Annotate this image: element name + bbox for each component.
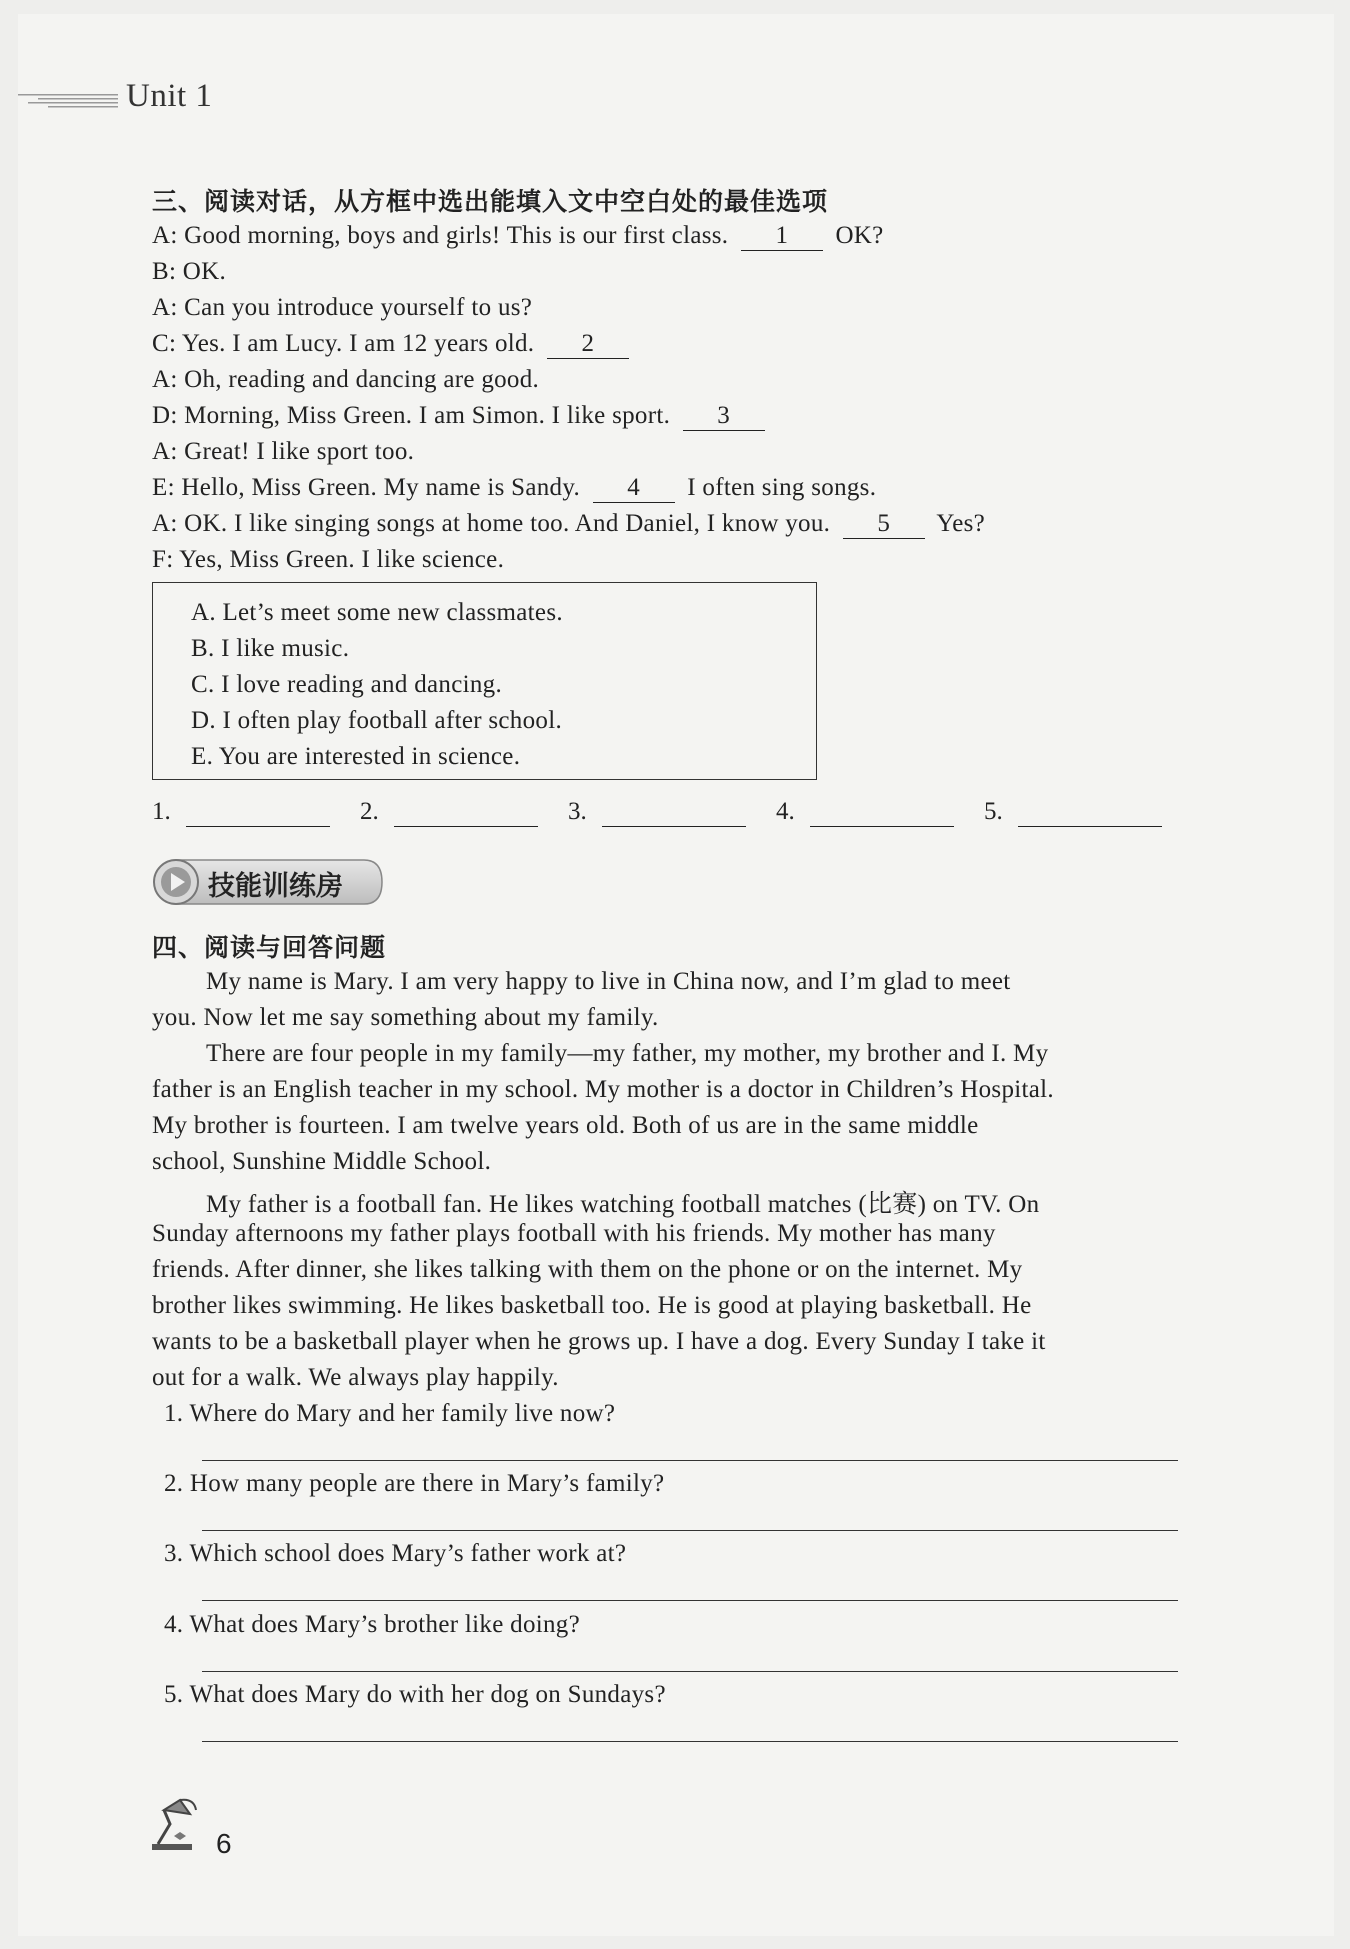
answer-label: 5.: [984, 798, 1003, 825]
section4-title: 四、阅读与回答问题: [152, 933, 387, 962]
blank-3[interactable]: 3: [683, 402, 765, 431]
blank-4[interactable]: 4: [593, 474, 675, 503]
passage-line: friends. After dinner, she likes talking with them on the phone or on the internet. My: [152, 1256, 1023, 1283]
answer-line-4[interactable]: [202, 1671, 1178, 1672]
answer-label: 2.: [360, 798, 379, 825]
question-3: 3. Which school does Mary’s father work at?: [164, 1540, 627, 1567]
option-e: E. You are interested in science.: [191, 743, 521, 770]
page-number: 6: [216, 1828, 232, 1859]
answer-line-3[interactable]: [202, 1600, 1178, 1601]
dialogue-line: A: Can you introduce yourself to us?: [152, 294, 533, 321]
answer-label: 3.: [568, 798, 587, 825]
blank-2[interactable]: 2: [547, 330, 629, 359]
dialogue-line: F: Yes, Miss Green. I like science.: [152, 546, 505, 573]
option-d: D. I often play football after school.: [191, 707, 563, 734]
passage-line: My brother is fourteen. I am twelve years old. Both of us are in the same middle: [152, 1112, 979, 1139]
answer-line-1[interactable]: [202, 1460, 1178, 1461]
play-circle-icon: [154, 860, 198, 904]
answer-field-4[interactable]: [810, 826, 954, 827]
option-c: C. I love reading and dancing.: [191, 671, 502, 698]
passage-line: My name is Mary. I am very happy to live in China now, and I’m glad to meet: [206, 968, 1011, 995]
blank-1[interactable]: 1: [741, 222, 823, 251]
passage-line: There are four people in my family—my father, my mother, my brother and I. My: [206, 1040, 1049, 1067]
dialogue-line: E: Hello, Miss Green. My name is Sandy. 4 I often sing songs.: [152, 474, 877, 501]
answer-row: [152, 798, 1172, 832]
question-5: 5. What does Mary do with her dog on Sundays?: [164, 1681, 666, 1708]
passage-line: wants to be a basketball player when he grows up. I have a dog. Every Sunday I take it: [152, 1328, 1046, 1355]
dialogue-line: A: Good morning, boys and girls! This is our first class. 1 OK?: [152, 222, 884, 249]
passage-line: school, Sunshine Middle School.: [152, 1148, 492, 1175]
answer-line-5[interactable]: [202, 1741, 1178, 1742]
passage-line: brother likes swimming. He likes basketball too. He is good at playing basketball. He: [152, 1292, 1032, 1319]
options-box: [152, 582, 817, 780]
passage-line: out for a walk. We always play happily.: [152, 1364, 559, 1391]
dialogue-line: D: Morning, Miss Green. I am Simon. I like sport. 3: [152, 402, 771, 431]
skill-banner-label: 技能训练房: [208, 871, 343, 902]
answer-field-3[interactable]: [602, 826, 746, 827]
option-a: A. Let’s meet some new classmates.: [191, 599, 563, 626]
question-4: 4. What does Mary’s brother like doing?: [164, 1611, 581, 1638]
answer-field-1[interactable]: [186, 826, 330, 827]
answer-label: 1.: [152, 798, 171, 825]
desk-lamp-icon: [150, 1796, 206, 1852]
dialogue-line: C: Yes. I am Lucy. I am 12 years old. 2: [152, 330, 635, 359]
dialogue-line: A: Oh, reading and dancing are good.: [152, 366, 540, 393]
header-stripes: [18, 92, 118, 110]
answer-field-5[interactable]: [1018, 826, 1162, 827]
dialogue-line: B: OK.: [152, 258, 227, 285]
blank-5[interactable]: 5: [843, 510, 925, 539]
passage-line: My father is a football fan. He likes watching football matches (比赛) on TV. On: [206, 1191, 1040, 1218]
section3-title: 三、阅读对话，从方框中选出能填入文中空白处的最佳选项: [152, 187, 829, 216]
answer-line-2[interactable]: [202, 1530, 1178, 1531]
answer-label: 4.: [776, 798, 795, 825]
unit-title: Unit 1: [126, 78, 213, 114]
question-2: 2. How many people are there in Mary’s family?: [164, 1470, 665, 1497]
question-1: 1. Where do Mary and her family live now?: [164, 1400, 616, 1427]
passage-line: Sunday afternoons my father plays football with his friends. My mother has many: [152, 1220, 996, 1247]
dialogue-line: A: OK. I like singing songs at home too. And Daniel, I know you. 5 Yes?: [152, 510, 986, 537]
passage-line: you. Now let me say something about my family.: [152, 1004, 659, 1031]
answer-field-2[interactable]: [394, 826, 538, 827]
option-b: B. I like music.: [191, 635, 350, 662]
passage-line: father is an English teacher in my school. My mother is a doctor in Children’s Hospital.: [152, 1076, 1054, 1103]
dialogue-line: A: Great! I like sport too.: [152, 438, 415, 465]
